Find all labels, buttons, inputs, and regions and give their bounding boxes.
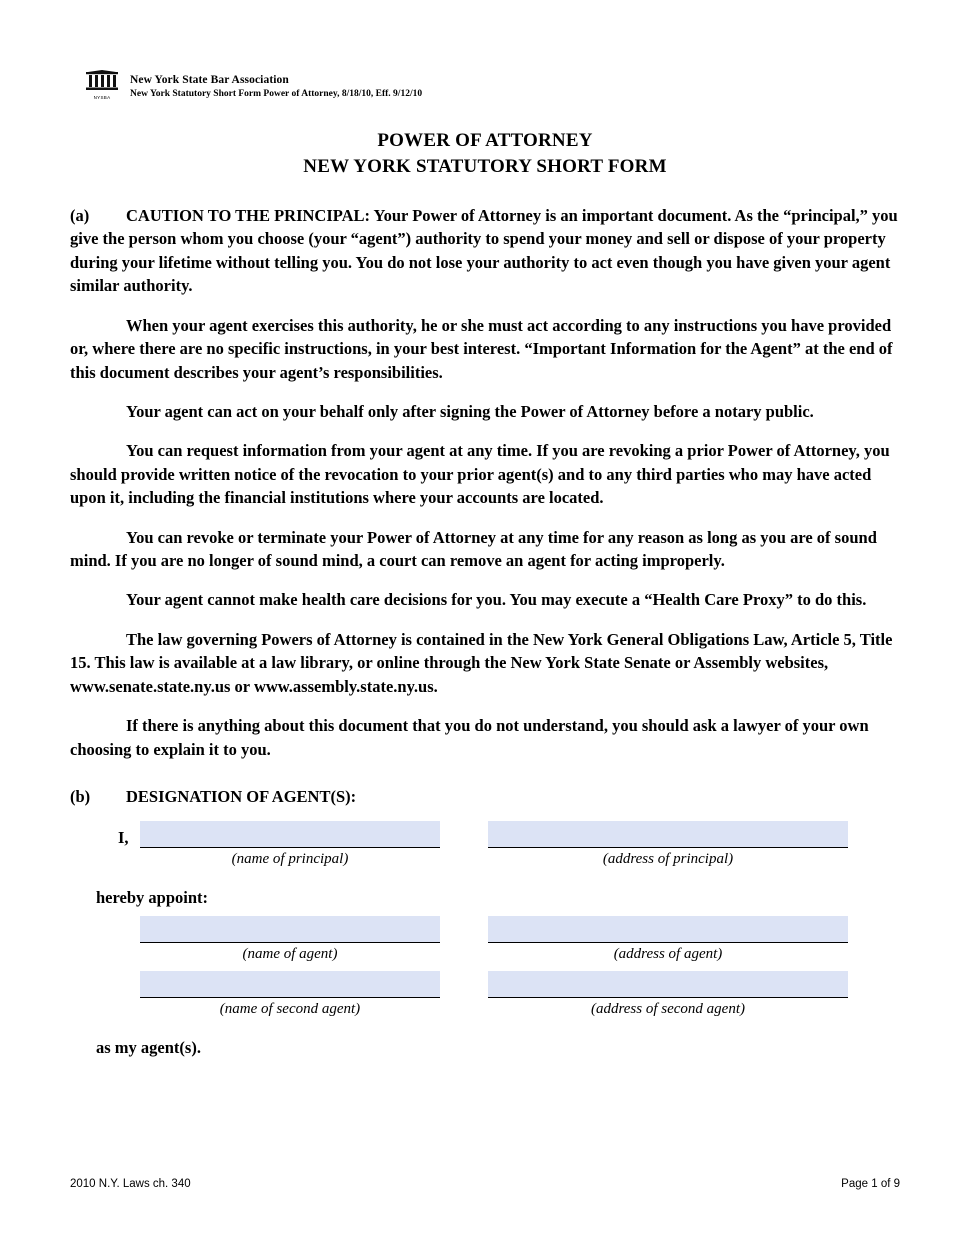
caption-spacer bbox=[440, 851, 488, 868]
paragraph-health-care: Your agent cannot make health care decisions for you. You may execute a “Health Care Proxy” to do this. bbox=[126, 590, 867, 610]
paragraph-revoke: You can revoke or terminate your Power of Attorney at any time for any reason as long as you are of sound mind. If you are no longer of sound mind, a court can remove an agent for acting improperly. bbox=[70, 527, 877, 571]
agent-captions bbox=[140, 946, 900, 963]
section-label-a: (a) bbox=[70, 206, 90, 225]
agent-name-caption: (name of agent) bbox=[242, 946, 338, 963]
paragraph-ask-lawyer: If there is anything about this document that you do not understand, you should ask a lawyer of your own choosing to explain it to you. bbox=[70, 716, 869, 759]
agent-address-caption: (address of agent) bbox=[613, 946, 723, 963]
principal-address-caption: (address of principal) bbox=[602, 851, 734, 868]
agent-name-input[interactable] bbox=[140, 916, 440, 943]
footer-citation: 2010 N.Y. Laws ch. 340 bbox=[70, 1178, 191, 1190]
caption-spacer bbox=[440, 946, 488, 963]
section-b-title: DESIGNATION OF AGENT(S): bbox=[126, 787, 357, 807]
paragraph-caution bbox=[70, 204, 900, 298]
organization-name: New York State Bar Association bbox=[130, 74, 289, 86]
organization-block bbox=[130, 68, 422, 99]
i-prefix-label: I, bbox=[118, 827, 129, 847]
section-heading-caution: CAUTION TO THE PRINCIPAL: bbox=[126, 206, 371, 225]
second-agent-captions bbox=[140, 1001, 900, 1018]
second-agent-name-input[interactable] bbox=[140, 971, 440, 998]
second-agent-row bbox=[118, 971, 900, 998]
page-footer bbox=[70, 1178, 900, 1190]
principal-row bbox=[118, 821, 900, 848]
principal-name-input[interactable] bbox=[140, 821, 440, 848]
document-header bbox=[84, 68, 900, 100]
page-subtitle: NEW YORK STATUTORY SHORT FORM bbox=[303, 156, 667, 177]
as-my-agents-label: as my agent(s). bbox=[96, 1038, 201, 1058]
principal-name-caption: (name of principal) bbox=[231, 851, 349, 868]
section-heading-designation bbox=[70, 787, 900, 807]
caption-spacer bbox=[440, 1001, 488, 1018]
bar-association-seal-icon bbox=[84, 68, 120, 100]
second-agent-address-caption: (address of second agent) bbox=[591, 1001, 745, 1018]
paragraph-request-information: You can request information from your agent at any time. If you are revoking a prior Power of Attorney, you should provide written notice of the revocation to your prior agent(s) and to any third parties who may have acted upon it, including the financial institutions where your accounts are located. bbox=[70, 441, 890, 508]
hereby-appoint-label: hereby appoint: bbox=[96, 888, 209, 908]
second-agent-address-input[interactable] bbox=[488, 971, 848, 998]
agent-row bbox=[118, 916, 900, 943]
footer-page-number: Page 1 of 9 bbox=[841, 1178, 900, 1190]
paragraph-governing-law: The law governing Powers of Attorney is contained in the New York General Obligations Law, Article 5, Title 15. This law is available at a law library, or online through the New York State Senate or Assembly websites, www.senate.state.ny.us or www.assembly.state.ny.us. bbox=[70, 629, 893, 696]
second-agent-row-spacer bbox=[118, 996, 140, 998]
paragraph-instructions: When your agent exercises this authority, he or she must act according to any instructions you have provided or, where there are no specific instructions, in your best interest. “Important Information for the Agent” at the end of this document describes your agent’s responsibilities. bbox=[70, 315, 893, 382]
paragraph-notary: Your agent can act on your behalf only after signing the Power of Attorney before a notary public. bbox=[126, 401, 814, 421]
principal-captions bbox=[140, 851, 900, 868]
paragraph-text: Your Power of Attorney is an important document. As the “principal,” you give the person whom you choose (your “agent”) authority to spend your money and sell or dispose of your property during your lifetime without telling you. You do not lose your authority to act even though you have given your agent similar authority. bbox=[70, 206, 898, 296]
principal-address-input[interactable] bbox=[488, 821, 848, 848]
section-label-b: (b) bbox=[70, 787, 91, 807]
document-body bbox=[70, 204, 900, 1058]
organization-subtitle: New York Statutory Short Form Power of Attorney, 8/18/10, Eff. 9/12/10 bbox=[130, 89, 423, 99]
logo-caption: NYSBA bbox=[93, 95, 111, 100]
page-title: POWER OF ATTORNEY bbox=[377, 130, 593, 151]
second-agent-name-caption: (name of second agent) bbox=[219, 1001, 361, 1018]
agent-address-input[interactable] bbox=[488, 916, 848, 943]
designation-form bbox=[96, 821, 900, 1058]
agent-row-spacer bbox=[118, 941, 140, 943]
